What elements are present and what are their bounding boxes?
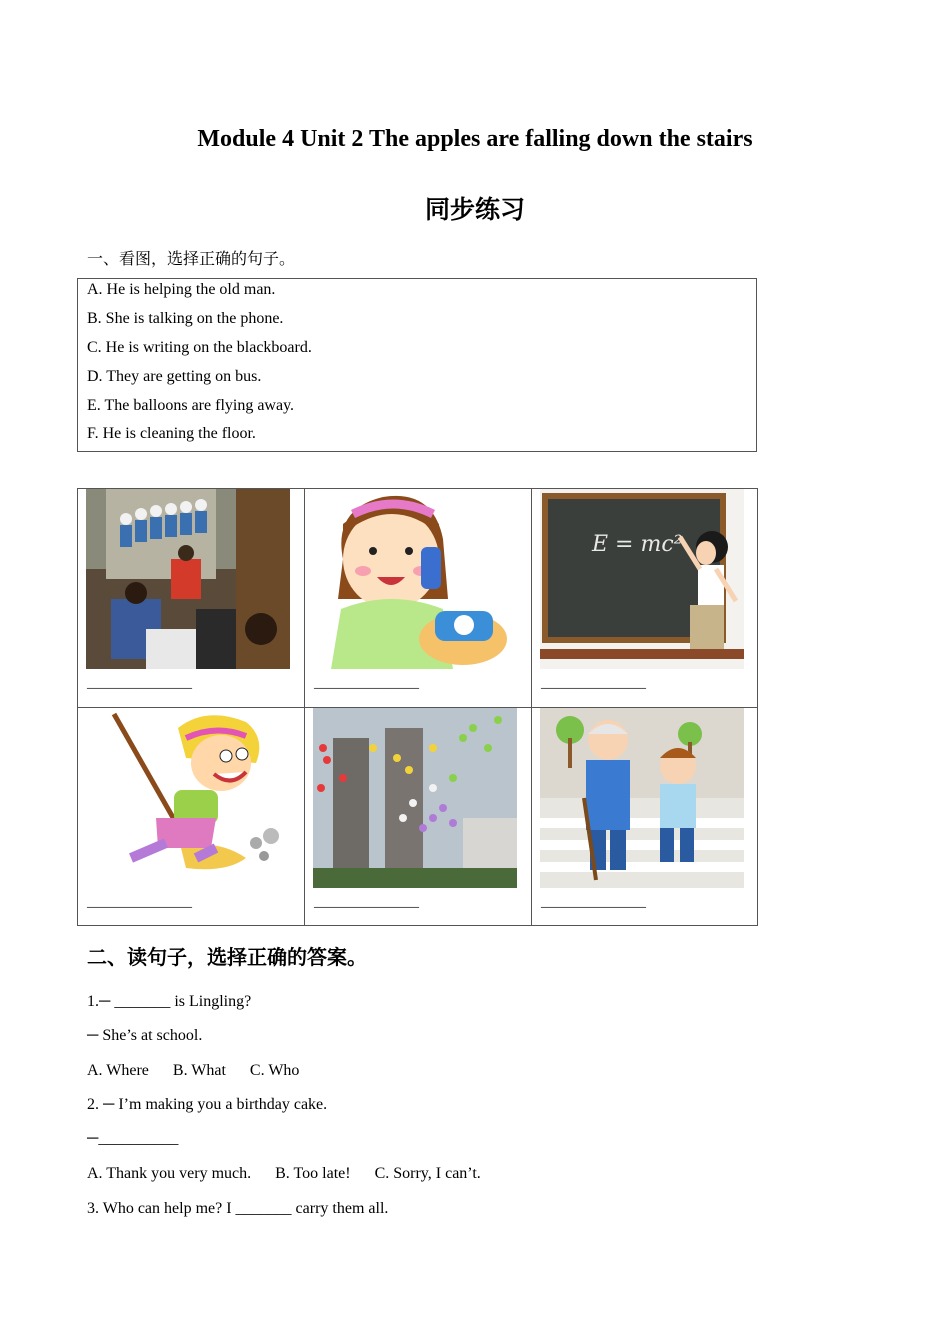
helping-old-man-image — [540, 708, 744, 888]
picture-cell-4 — [78, 708, 305, 926]
children-bus-image — [86, 489, 290, 669]
options-box — [77, 278, 757, 452]
blackboard-image — [540, 489, 744, 669]
answer-blank-4[interactable]: _______________ — [87, 895, 192, 910]
question-2-blank: ─__________ — [87, 1130, 179, 1147]
answer-blank-2[interactable]: _______________ — [314, 676, 419, 691]
blackboard-text: E = mc² — [592, 532, 683, 557]
picture-cell-1 — [78, 489, 305, 707]
picture-cell-2 — [305, 489, 532, 707]
section1-heading: 一、看图，选择正确的句子。 — [87, 249, 296, 268]
option-b: B. She is talking on the phone. — [87, 310, 284, 327]
question-2-choices: A. Thank you very much. B. Too late! C. Sorry, I can’t. — [87, 1165, 481, 1182]
question-1: 1.─ _______ is Lingling? — [87, 993, 252, 1010]
page-title: Module 4 Unit 2 The apples are falling down the stairs — [197, 126, 753, 152]
option-e: E. The balloons are flying away. — [87, 397, 295, 414]
option-a: A. He is helping the old man. — [87, 281, 276, 298]
picture-grid — [77, 488, 758, 926]
question-1-answer-line: ─ She’s at school. — [87, 1027, 203, 1044]
option-c: C. He is writing on the blackboard. — [87, 339, 312, 356]
page-subtitle: 同步练习 — [424, 195, 525, 224]
picture-cell-5 — [305, 708, 532, 926]
sweeping-image — [86, 708, 290, 888]
option-d: D. They are getting on bus. — [87, 368, 262, 385]
picture-cell-6 — [532, 708, 759, 926]
question-3: 3. Who can help me? I _______ carry them all. — [87, 1200, 389, 1217]
answer-blank-3[interactable]: _______________ — [541, 676, 646, 691]
section2-heading: 二、读句子，选择正确的答案。 — [87, 945, 367, 969]
answer-blank-5[interactable]: _______________ — [314, 895, 419, 910]
picture-cell-3 — [532, 489, 759, 707]
balloons-image — [313, 708, 517, 888]
answer-blank-6[interactable]: _______________ — [541, 895, 646, 910]
girl-phone-image — [313, 489, 517, 669]
answer-blank-1[interactable]: _______________ — [87, 676, 192, 691]
option-f: F. He is cleaning the floor. — [87, 425, 256, 442]
question-1-choices: A. Where B. What C. Who — [87, 1062, 300, 1079]
question-2: 2. ─ I’m making you a birthday cake. — [87, 1096, 328, 1113]
